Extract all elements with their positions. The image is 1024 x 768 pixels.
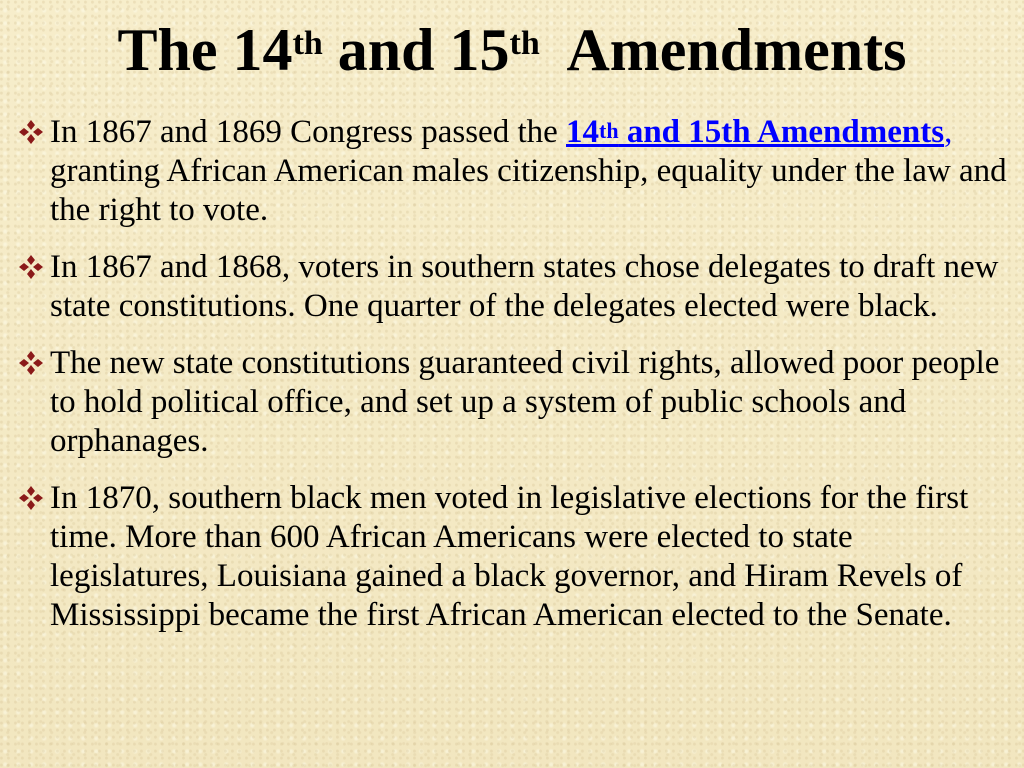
title-part-2: and 15 <box>322 17 510 83</box>
slide-title <box>0 12 1024 88</box>
title-superscript-1: th <box>292 25 323 62</box>
four-diamond-bullet-icon <box>18 119 44 145</box>
amendments-link[interactable] <box>566 114 944 150</box>
four-diamond-bullet-icon <box>18 485 44 511</box>
amendments-link-text: and 15th Amendments <box>618 114 945 150</box>
bullet-text-before-link: In 1867 and 1869 Congress passed the <box>50 114 567 150</box>
title-superscript-2: th <box>509 25 540 62</box>
amendments-link-superscript: th <box>599 118 619 143</box>
bullet-item-constitutions <box>14 344 1009 461</box>
title-part-3: Amendments <box>539 17 907 83</box>
bullet-item-amendments <box>14 113 1009 230</box>
amendments-link-number: 14 <box>566 114 600 150</box>
bullet-text-after-link: granting African American males citizenship, equality under the law and the right to vote. <box>50 153 1007 228</box>
link-comma: , <box>944 114 953 150</box>
bullet-text: In 1867 and 1868, voters in southern states chose delegates to draft new state constitutions. One quarter of the delegates elected were black. <box>50 249 999 324</box>
title-part-1: The 14 <box>117 17 293 83</box>
bullet-text: The new state constitutions guaranteed civil rights, allowed poor people to hold political office, and set up a system of public schools and orphanages. <box>50 345 1000 459</box>
bullet-item-elections-1870 <box>14 479 1009 635</box>
four-diamond-bullet-icon <box>18 350 44 376</box>
bullet-text: In 1870, southern black men voted in legislative elections for the first time. More than 600 African Americans were elected to state legislatures, Louisiana gained a black governor, and Hiram Revels of Mississippi became the first African American elected to the Senate. <box>50 480 969 633</box>
bullet-list <box>14 113 1009 653</box>
four-diamond-bullet-icon <box>18 254 44 280</box>
bullet-item-delegates <box>14 248 1009 326</box>
